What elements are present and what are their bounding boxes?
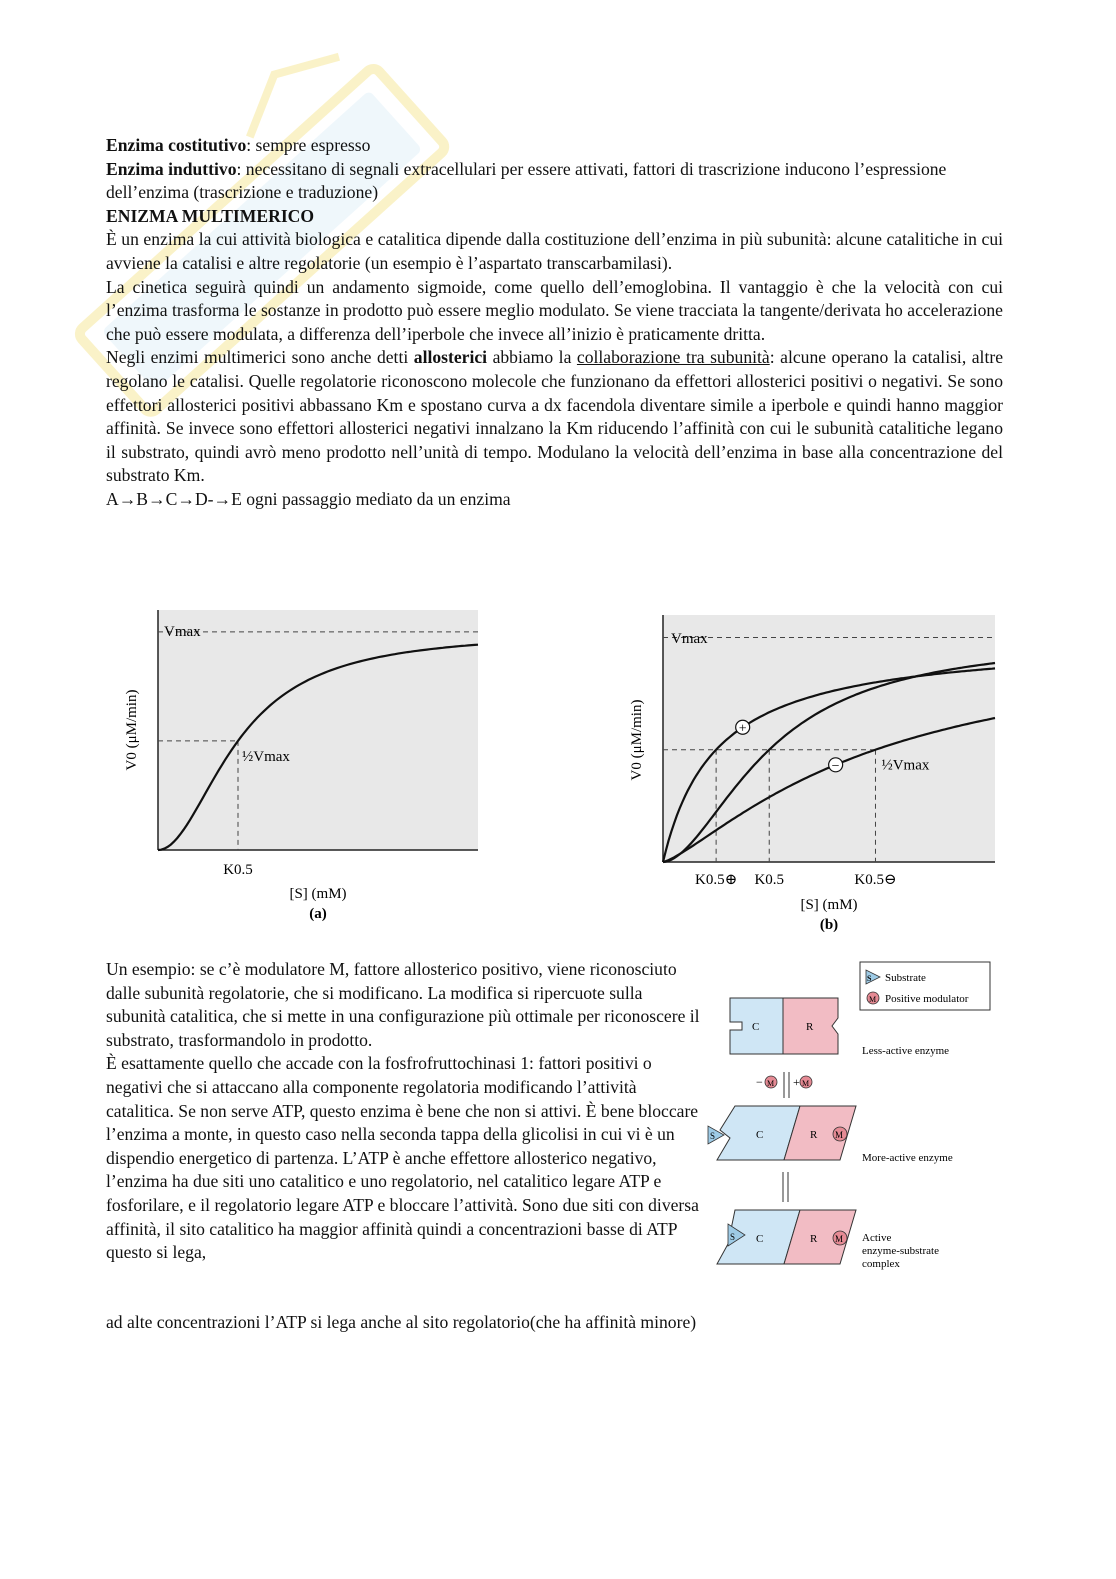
panel-label: (b) — [819, 917, 839, 933]
paragraph-induttivo — [106, 158, 1003, 205]
text-run: abbiamo la — [487, 347, 577, 368]
paragraph-example: Un esempio: se c’è modulatore M, fattore allosterico positivo, viene riconosciuto dalle subunità regolatorie, che si modificano. La modifica si ripercuote sulla subunità catalitica, che si mette in una configurazione più ottimale per riconoscere il substrato, trasformandolo in prodotto. — [106, 959, 700, 1050]
def-costitutivo: : sempre espresso — [246, 135, 371, 155]
state-label-3-line1: Active — [862, 1232, 892, 1244]
bold-allosterici: allosterici — [413, 347, 488, 368]
enzyme-state-more-active — [708, 1106, 953, 1164]
catalytic-label: C — [752, 1021, 760, 1033]
paragraph-definition: È un enzima la cui attività biologica e catalitica dipende dalla costituzione dell’enzima in più subunità: alcune catalitiche in cui avviene la catalisi e altre regolatorie (un esempio è l’aspartato transcarbamilasi). — [106, 229, 1003, 273]
text-run: : alcune operano la catalisi, altre regolano le catalisi. Quelle regolatorie riconoscono molecole che funzionano da effettori allosterici positivi o negativi. Se sono effettori allosterici positivi abbassano Km e spostano curva a dx facendola diventare simile a iperbole e quindi hanno maggior affinità. Se invece sono effettori allosterici negativi innalzano la Km riducendo l’affinità con cui le subunità catalitiche legano il substrato, quindi avrò meno prodotto nell’unità di tempo. Modulano la velocità dell’enzima in base alla concentrazione del substrato Km. — [106, 347, 1004, 486]
k-tick-label: K0.5 — [223, 862, 253, 878]
heading-text: ENIZMA MULTIMERICO — [106, 205, 315, 226]
substrate-symbol: S — [730, 1232, 736, 1242]
state-label-3-line2: enzyme-substrate — [862, 1245, 939, 1257]
enzyme-state-active-complex — [717, 1210, 939, 1270]
positive-modulator-mark-symbol: + — [738, 721, 747, 737]
chart-b — [625, 605, 1005, 935]
paragraph-allosteric — [106, 346, 1003, 488]
legend-modulator-label: Positive modulator — [885, 993, 969, 1005]
regulatory-label: R — [810, 1129, 818, 1141]
top-text-block — [106, 134, 1003, 512]
k-tick-label: K0.5⊖ — [854, 872, 897, 888]
regulatory-label: R — [810, 1233, 818, 1245]
section-heading — [106, 205, 1003, 229]
legend — [860, 962, 990, 1010]
state-label-2: More-active enzyme — [862, 1152, 953, 1164]
k-tick-label: K0.5⊕ — [695, 872, 738, 888]
minus-sign: − — [756, 1075, 763, 1089]
vmax-label: Vmax — [164, 624, 201, 640]
panel-label: (a) — [309, 906, 327, 922]
modulator-symbol: M — [767, 1079, 775, 1088]
legend-substrate-label: Substrate — [885, 972, 926, 984]
bottom-text-block — [106, 958, 706, 1265]
plot-background — [158, 610, 478, 850]
negative-modulator-mark-symbol: − — [831, 758, 840, 774]
k-tick-label: K0.5 — [754, 872, 785, 888]
def-induttivo: : necessitano di segnali extracellulari per essere attivati, fattori di trascrizione inducono l’espressione dell’enzima (trascrizione e traduzione) — [106, 158, 947, 203]
regulatory-label: R — [806, 1021, 814, 1033]
vmax-label: Vmax — [671, 631, 708, 647]
underline-collaborazione: collaborazione tra subunità — [576, 347, 770, 368]
term-induttivo: Enzima induttivo — [106, 158, 237, 179]
x-axis-label: [S] (mM) — [289, 886, 347, 902]
allosteric-diagram — [700, 958, 1000, 1278]
y-axis-label: V0 (μM/min) — [629, 699, 645, 781]
modulator-symbol: M — [835, 1130, 844, 1140]
paragraph-pathway: A→B→C→D-→E ogni passaggio mediato da un enzima — [106, 488, 511, 509]
legend-substrate-symbol: S — [867, 974, 872, 983]
chart-a — [118, 600, 488, 930]
paragraph-costitutivo — [106, 134, 1003, 158]
substrate-symbol: S — [710, 1131, 716, 1141]
plot-background — [663, 615, 995, 862]
paragraph-pfk1: È esattamente quello che accade con la fosfrofruttochinasi 1: fattori positivi o negativi che si attaccano alla componente regolatoria modificando l’attività catalitica. Se non serve ATP, questo enzima è bene che non si attivi. È bene bloccare l’enzima a monte, in questo caso nella seconda tappa della glicolisi in cui vi è un dispendio energetico di partenza. L’ATP è anche effettore allosterico negativo, l’enzima ha due siti uno catalitico e uno regolatorio, nel catalitico legare ATP e fosforilare, e il regolatorio legare ATP e bloccare l’attività. Sono due siti con diversa affinità, il sito catalitico ha maggior affinità quindi a concentrazioni basse di ATP questo si lega, — [106, 1053, 699, 1263]
paragraph-kinetics: La cinetica seguirà quindi un andamento sigmoide, come quello dell’emoglobina. Il vantaggio è che la velocità con cui l’enzima trasforma le sostanze in prodotto può essere meglio modulato. Se viene tracciata la tangente/derivata ho accelerazione che può essere modulata, a differenza dell’iperbole che invece all’inizio è praticamente dritta. — [106, 276, 1003, 344]
text-run: Negli enzimi multimerici sono anche detti — [106, 347, 414, 368]
state-label-3-line3: complex — [862, 1258, 900, 1270]
half-vmax-label: ½Vmax — [242, 748, 290, 765]
plus-sign: + — [793, 1075, 800, 1089]
state-label-1: Less-active enzyme — [862, 1045, 950, 1057]
transition-1 — [756, 1072, 812, 1098]
x-axis-label: [S] (mM) — [800, 897, 858, 913]
y-axis-label: V0 (μM/min) — [124, 689, 140, 771]
modulator-symbol: M — [802, 1079, 810, 1088]
catalytic-label: C — [756, 1233, 764, 1245]
paragraph-atp-high: ad alte concentrazioni l’ATP si lega anche al sito regolatorio(che ha affinità minore) — [106, 1312, 697, 1332]
modulator-symbol: M — [835, 1234, 844, 1244]
catalytic-label: C — [756, 1129, 764, 1141]
legend-modulator-symbol: M — [869, 995, 877, 1004]
term-costitutivo: Enzima costitutivo — [106, 135, 247, 155]
transition-2 — [783, 1172, 788, 1202]
half-vmax-label: ½Vmax — [881, 757, 930, 774]
